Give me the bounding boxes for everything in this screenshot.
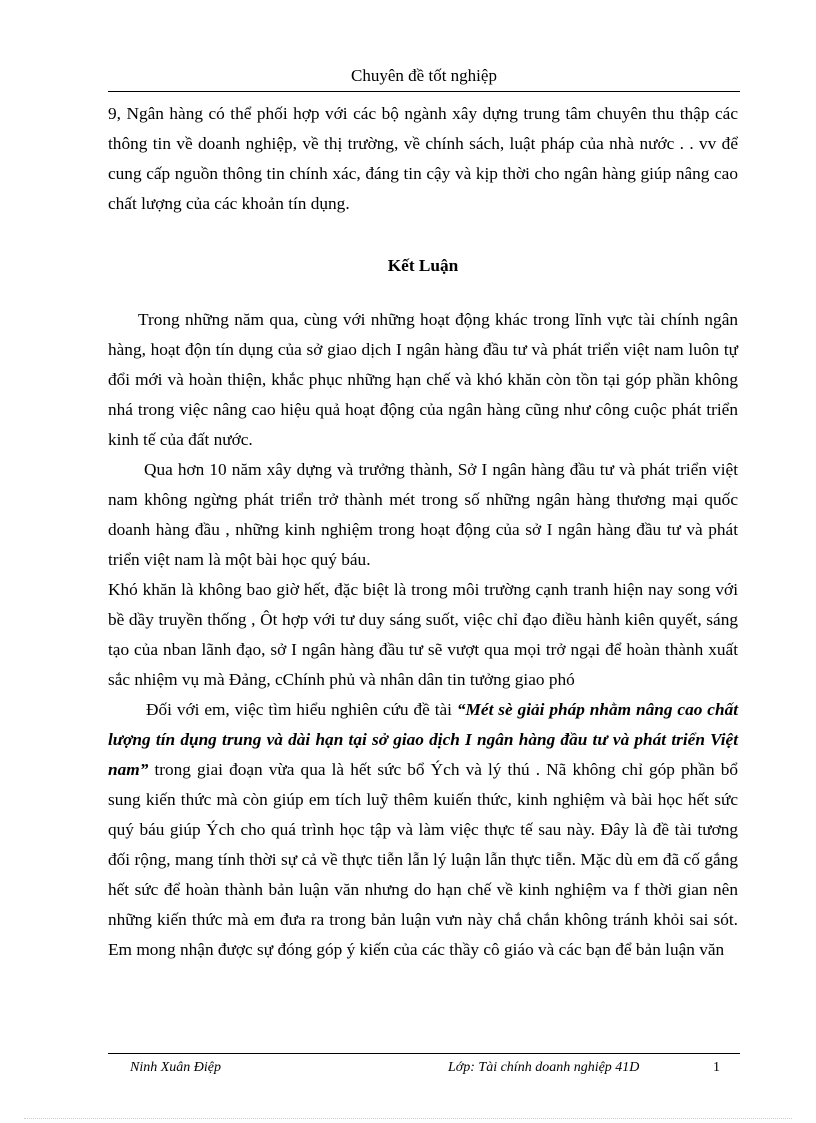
document-body: [108, 99, 738, 965]
conclusion-heading: Kết Luận: [387, 256, 459, 275]
header-title: Chuyên đề tốt nghiệp: [351, 66, 497, 85]
page-number: 1: [713, 1060, 720, 1075]
paragraph-4-lead: Đối với em, việc tìm hiểu nghiên cứu đề tài: [146, 700, 457, 719]
footer-class-info: Lớp: Tài chính doanh nghiệp 41D: [448, 1060, 640, 1075]
footer-divider: [108, 1053, 740, 1054]
thesis-title: “Mét sè giải pháp nhằm nâng cao chất lượng tín dụng trung và dài hạn tại sở giao dịch I ngân hàng đầu tư và phát triển Việt nam”: [108, 700, 739, 779]
paragraph-4-rest: trong giai đoạn vừa qua là hết sức bổ Ých và lý thú . Nã không chỉ góp phần bổ sung kiến thức mà còn giúp em tích luỹ thêm kuiến thức, kinh nghiệm và bài học hết sức quý báu giúp Ých cho quá trình học tập và làm việc thực tế sau này. Đây là đề tài tương đối rộng, mang tính thời sự cả về thực tiễn lẫn lý luận lẫn thực tiễn. Mặc dù em đã cố gắng hết sức để hoàn thành bản luận văn nhưng do hạn chế về kinh nghiệm va f thời gian nên những kiến thức mà em đưa ra trong bản luận vưn này chắ chắn không tránh khỏi sai sót. Em mong nhận được sự đóng góp ý kiến của các thầy cô giáo và các bạn để bản luận văn: [108, 760, 738, 959]
conclusion-paragraph-1: Trong những năm qua, cùng với những hoạt động khác trong lĩnh vực tài chính ngân hàng, hoạt độn tín dụng của sở giao dịch I ngân hàng đầu tư và phát triển việt nam luôn tự đổi mới và hoàn thiện, khắc phục những hạn chế và khó khăn còn tồn tại góp phần không nhá trong việc nâng cao hiệu quả hoạt động của ngân hàng cũng như công cuộc phát triển kinh tế của đất nước.: [108, 310, 738, 449]
footer-author: Ninh Xuân Điệp: [130, 1060, 221, 1075]
page-bottom-border: [24, 1118, 792, 1119]
conclusion-paragraph-4: [108, 695, 738, 965]
page-footer: [108, 1059, 740, 1079]
conclusion-paragraph-2: Qua hơn 10 năm xây dựng và trưởng thành, Sở I ngân hàng đầu tư và phát triển việt nam không ngừng phát triển trở thành mét trong số những ngân hàng thương mại quốc doanh hàng đầu , những kinh nghiệm trong hoạt động của sở I ngân hàng đầu tư và phát triển việt nam là một bài học quý báu.: [108, 460, 738, 569]
page-header: [108, 66, 740, 92]
paragraph-item-9: 9, Ngân hàng có thể phối hợp với các bộ ngành xây dựng trung tâm chuyên thu thập các thông tin về doanh nghiệp, về thị trường, về chính sách, luật pháp của nhà nước . . vv để cung cấp nguồn thông tin chính xác, đáng tin cậy và kịp thời cho ngân hàng giúp nâng cao chất lượng của các khoản tín dụng.: [108, 104, 738, 213]
conclusion-paragraph-3: Khó khăn là không bao giờ hết, đặc biệt là trong môi trường cạnh tranh hiện nay song với bề dầy truyền thống , Ôt hợp với tư duy sáng suốt, việc chỉ đạo điều hành kiên quyết, sáng tạo của nban lãnh đạo, sở I ngân hàng đầu tư sẽ vượt qua mọi trở ngại để hoàn thành xuất sắc nhiệm vụ mà Đảng, cChính phủ và nhân dân tin tưởng giao phó: [108, 580, 738, 689]
